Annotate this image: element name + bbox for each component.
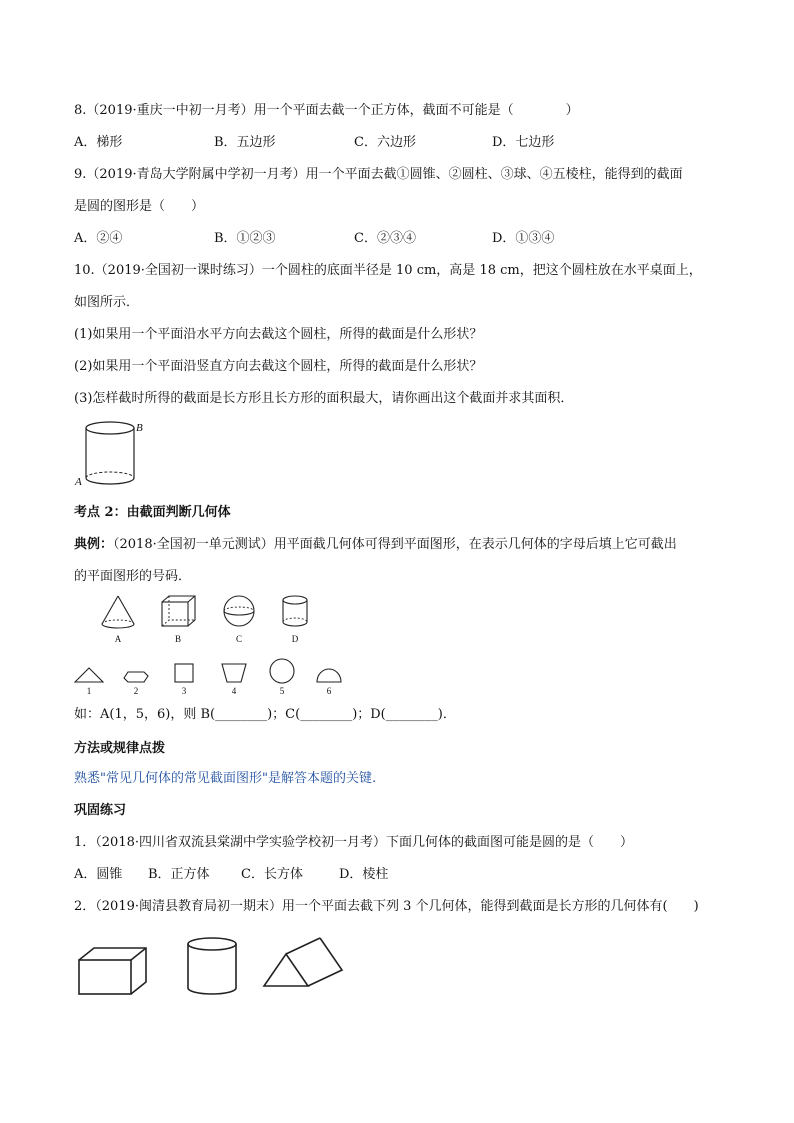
q9-stem-line2: 是圆的图形是（ ）: [74, 199, 205, 214]
q10-stem-line2: 如图所示．: [74, 295, 140, 310]
solids-figure: [90, 594, 330, 650]
cone-solid: [102, 596, 134, 628]
cylinder-solid: [283, 596, 307, 626]
q10-sub2: (2)如果用一个平面沿竖直方向去截这个圆柱，所得的截面是什么形状？: [74, 359, 483, 374]
solid-label-d: D: [291, 634, 299, 644]
shape-label-4: 4: [231, 686, 237, 696]
q8-option-c[interactable]: C．六边形: [354, 135, 416, 150]
circle-shape: [270, 659, 294, 683]
solid-label-c: C: [235, 634, 243, 644]
example-line1: [74, 536, 677, 554]
practice-q1-option-d[interactable]: D．棱柱: [339, 867, 389, 882]
practice-q1-option-c[interactable]: C．长方体: [241, 867, 303, 882]
hexagon-shape: [124, 672, 148, 682]
q9-option-c[interactable]: C．②③④: [354, 231, 416, 246]
q10-sub3: (3)怎样截时所得的截面是长方形且长方形的面积最大，请你画出这个截面并求其面积．: [74, 391, 574, 406]
practice-q1-stem: 1．（2018·四川省双流县棠湖中学实验学校初一月考）下面几何体的截面图可能是圆的是（ ）: [74, 835, 633, 850]
shape-label-3: 3: [181, 686, 187, 696]
solid-label-b: B: [174, 634, 182, 644]
q8-option-b[interactable]: B．五边形: [214, 135, 276, 150]
q10-sub1: (1)如果用一个平面沿水平方向去截这个圆柱，所得的截面是什么形状？: [74, 327, 483, 342]
q9-option-d[interactable]: D．①③④: [492, 231, 555, 246]
cylinder-figure: [74, 418, 154, 490]
triangle-shape: [75, 668, 103, 682]
q9-options: [74, 230, 714, 248]
practice-title: 巩固练习: [74, 803, 127, 818]
example-line2: 的平面图形的号码．: [74, 569, 192, 584]
q2-cylinder-solid: [188, 938, 236, 994]
practice-q1-option-b[interactable]: B．正方体: [148, 867, 210, 882]
example-label: 典例：: [74, 537, 114, 552]
trapezoid-shape: [222, 664, 246, 682]
practice-q1-option-a[interactable]: A．圆锥: [74, 867, 123, 882]
q8-option-a[interactable]: A．梯形: [74, 135, 123, 150]
example-text1: （2018·全国初一单元测试）用平面截几何体可得到平面图形，在表示几何体的字母后填上它可截出: [113, 537, 677, 552]
shapes-figure: [70, 656, 360, 698]
cylinder-label-a: A: [75, 476, 82, 488]
shape-label-2: 2: [133, 686, 139, 696]
triangular-prism-solid: [264, 938, 342, 986]
shape-label-1: 1: [86, 686, 92, 696]
cuboid-solid: [79, 948, 146, 994]
q8-options: [74, 134, 714, 152]
method-title: 方法或规律点拨: [74, 741, 166, 756]
q10-stem-line1: 10.（2019·全国初一课时练习）一个圆柱的底面半径是 10 cm，高是 18 cm，把这个圆柱放在水平桌面上，: [74, 263, 702, 278]
q9-stem-line1: 9.（2019·青岛大学附属中学初一月考）用一个平面去截①圆锥、②圆柱、③球、④五棱柱，能得到的截面: [74, 167, 683, 182]
solid-label-a: A: [114, 634, 122, 644]
practice-q2-stem: 2．（2019·闽清县教育局初一期末）用一个平面去截下列 3 个几何体，能得到截面是长方形的几何体有( ): [74, 899, 699, 914]
practice-q1-options: [74, 866, 714, 884]
answer-line[interactable]: 如：A(1，5，6)，则 B(________)；C(________)；D(________)．: [74, 707, 456, 722]
kaodian2-title: 考点 2：由截面判断几何体: [74, 505, 231, 520]
q8-option-d[interactable]: D．七边形: [492, 135, 555, 150]
q8-stem: 8.（2019·重庆一中初一月考）用一个平面去截一个正方体，截面不可能是（ ）: [74, 103, 579, 118]
semicircle-shape: [317, 669, 341, 682]
q2-solids-figure: [74, 936, 354, 1000]
q9-option-b[interactable]: B．①②③: [214, 231, 276, 246]
cube-solid: [162, 596, 195, 626]
cylinder-label-b: B: [136, 422, 143, 434]
q9-option-a[interactable]: A．②④: [74, 231, 123, 246]
square-shape: [175, 664, 193, 682]
shape-label-5: 5: [279, 686, 285, 696]
shape-label-6: 6: [326, 686, 332, 696]
sphere-solid: [224, 596, 254, 626]
method-text: 熟悉"常见几何体的常见截面图形"是解答本题的关键.: [74, 771, 377, 786]
